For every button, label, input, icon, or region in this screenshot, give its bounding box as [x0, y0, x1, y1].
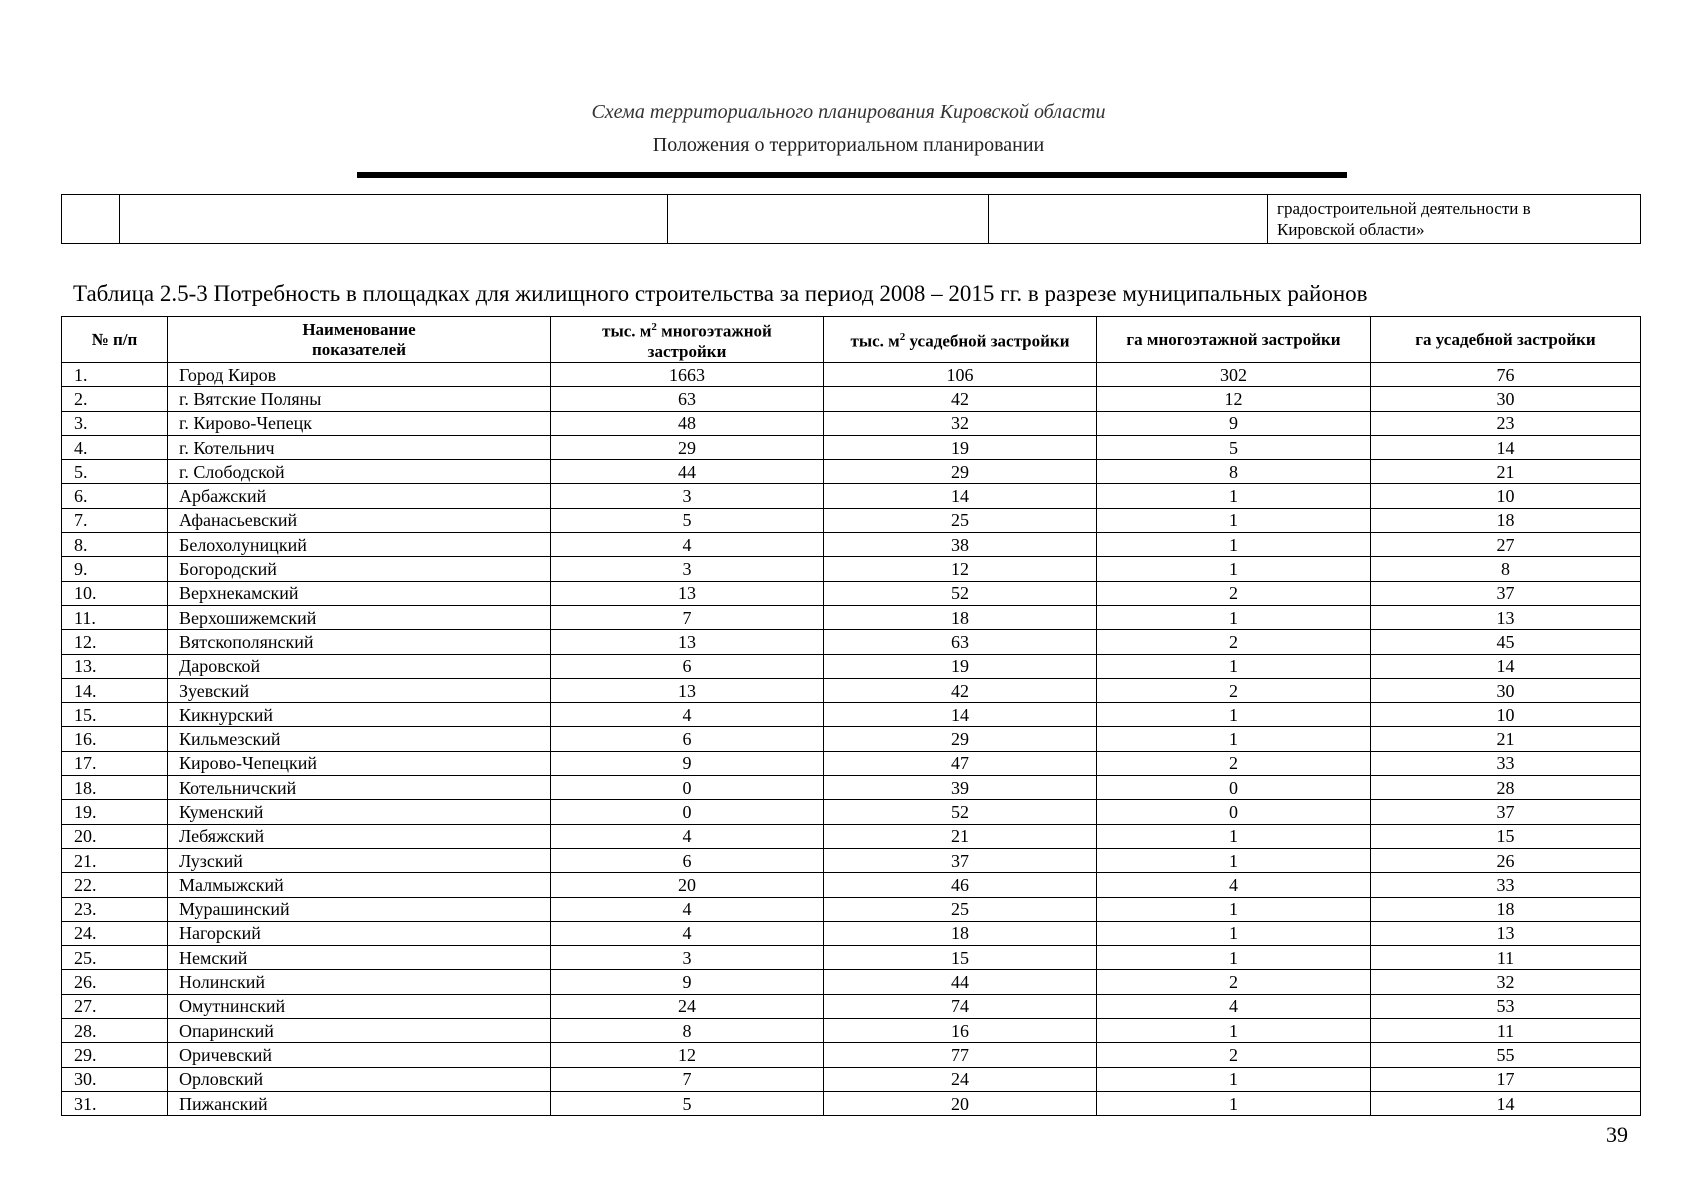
multi-storey-ha-cell: 1 — [1097, 484, 1371, 508]
row-number-cell: 18. — [62, 776, 168, 800]
homestead-ha-cell: 10 — [1371, 703, 1641, 727]
district-name-cell: Оричевский — [168, 1043, 551, 1067]
housing-demand-table — [61, 316, 1641, 1116]
col-header-text: усадебной застройки — [905, 331, 1070, 351]
district-name-cell: Лузский — [168, 848, 551, 872]
multi-storey-ha-cell: 2 — [1097, 970, 1371, 994]
table-row — [62, 921, 1641, 945]
table-body — [62, 363, 1641, 1116]
homestead-thousand-m2-cell: 29 — [824, 727, 1097, 751]
multi-storey-thousand-m2-cell: 13 — [551, 678, 824, 702]
district-name-cell: Богородский — [168, 557, 551, 581]
row-number-cell: 29. — [62, 1043, 168, 1067]
homestead-ha-cell: 18 — [1371, 508, 1641, 532]
multi-storey-ha-cell: 1 — [1097, 508, 1371, 532]
col-header-homestead-m2 — [824, 317, 1097, 363]
row-number-cell: 20. — [62, 824, 168, 848]
multi-storey-thousand-m2-cell: 12 — [551, 1043, 824, 1067]
continuation-table — [61, 194, 1641, 244]
multi-storey-thousand-m2-cell: 63 — [551, 387, 824, 411]
multi-storey-ha-cell: 1 — [1097, 727, 1371, 751]
multi-storey-ha-cell: 4 — [1097, 994, 1371, 1018]
homestead-ha-cell: 28 — [1371, 776, 1641, 800]
row-number-cell: 21. — [62, 848, 168, 872]
homestead-thousand-m2-cell: 29 — [824, 460, 1097, 484]
table-header-row — [62, 317, 1641, 363]
col-header-homestead-ha — [1371, 317, 1641, 363]
homestead-ha-cell: 13 — [1371, 921, 1641, 945]
row-number-cell: 9. — [62, 557, 168, 581]
document-header-subtitle: Положения о территориальном планировании — [652, 134, 1045, 156]
homestead-thousand-m2-cell: 74 — [824, 994, 1097, 1018]
table-row — [62, 363, 1641, 387]
table-row — [62, 581, 1641, 605]
page-number: 39 — [1606, 1122, 1628, 1147]
multi-storey-thousand-m2-cell: 44 — [551, 460, 824, 484]
table-row — [62, 703, 1641, 727]
multi-storey-ha-cell: 8 — [1097, 460, 1371, 484]
table-row — [62, 1019, 1641, 1043]
homestead-thousand-m2-cell: 52 — [824, 800, 1097, 824]
homestead-ha-cell: 37 — [1371, 581, 1641, 605]
row-number-cell: 25. — [62, 946, 168, 970]
multi-storey-ha-cell: 1 — [1097, 533, 1371, 557]
multi-storey-thousand-m2-cell: 4 — [551, 921, 824, 945]
row-number-cell: 24. — [62, 921, 168, 945]
homestead-ha-cell: 11 — [1371, 1019, 1641, 1043]
district-name-cell: Малмыжский — [168, 873, 551, 897]
homestead-thousand-m2-cell: 42 — [824, 387, 1097, 411]
row-number-cell: 15. — [62, 703, 168, 727]
multi-storey-thousand-m2-cell: 4 — [551, 824, 824, 848]
row-number-cell: 10. — [62, 581, 168, 605]
row-number-cell: 5. — [62, 460, 168, 484]
homestead-ha-cell: 18 — [1371, 897, 1641, 921]
multi-storey-thousand-m2-cell: 6 — [551, 654, 824, 678]
table-row — [62, 605, 1641, 629]
multi-storey-ha-cell: 1 — [1097, 1091, 1371, 1115]
row-number-cell: 19. — [62, 800, 168, 824]
multi-storey-thousand-m2-cell: 5 — [551, 1091, 824, 1115]
district-name-cell: Омутнинский — [168, 994, 551, 1018]
district-name-cell: Нагорский — [168, 921, 551, 945]
homestead-thousand-m2-cell: 25 — [824, 897, 1097, 921]
multi-storey-thousand-m2-cell: 13 — [551, 581, 824, 605]
table-row — [62, 533, 1641, 557]
homestead-thousand-m2-cell: 32 — [824, 411, 1097, 435]
multi-storey-ha-cell: 1 — [1097, 703, 1371, 727]
district-name-cell: Нолинский — [168, 970, 551, 994]
table-row — [62, 994, 1641, 1018]
row-number-cell: 22. — [62, 873, 168, 897]
col-header-text: тыс. м — [602, 321, 652, 341]
homestead-ha-cell: 45 — [1371, 630, 1641, 654]
multi-storey-ha-cell: 1 — [1097, 1019, 1371, 1043]
table-row — [62, 800, 1641, 824]
table-row — [62, 630, 1641, 654]
homestead-thousand-m2-cell: 12 — [824, 557, 1097, 581]
table-caption: Таблица 2.5-3 Потребность в площадках для жилищного строительства за период 2008 – 2015 гг. в разрезе муниципальных районов — [73, 281, 1368, 306]
row-number-cell: 16. — [62, 727, 168, 751]
table-row — [62, 508, 1641, 532]
header-divider — [357, 172, 1347, 178]
homestead-thousand-m2-cell: 19 — [824, 654, 1097, 678]
table-row — [62, 848, 1641, 872]
homestead-thousand-m2-cell: 37 — [824, 848, 1097, 872]
homestead-thousand-m2-cell: 44 — [824, 970, 1097, 994]
row-number-cell: 1. — [62, 363, 168, 387]
row-number-cell: 12. — [62, 630, 168, 654]
table-row — [62, 435, 1641, 459]
continuation-text-line: градостроительной деятельности в — [1277, 199, 1531, 218]
multi-storey-thousand-m2-cell: 3 — [551, 484, 824, 508]
multi-storey-ha-cell: 0 — [1097, 776, 1371, 800]
multi-storey-thousand-m2-cell: 7 — [551, 605, 824, 629]
continuation-cell — [989, 195, 1268, 244]
multi-storey-thousand-m2-cell: 0 — [551, 776, 824, 800]
row-number-cell: 31. — [62, 1091, 168, 1115]
homestead-ha-cell: 30 — [1371, 387, 1641, 411]
col-header-text: застройки — [647, 341, 727, 361]
multi-storey-thousand-m2-cell: 5 — [551, 508, 824, 532]
homestead-thousand-m2-cell: 38 — [824, 533, 1097, 557]
multi-storey-ha-cell: 2 — [1097, 1043, 1371, 1067]
district-name-cell: Немский — [168, 946, 551, 970]
table-row — [62, 970, 1641, 994]
multi-storey-thousand-m2-cell: 9 — [551, 751, 824, 775]
district-name-cell: Лебяжский — [168, 824, 551, 848]
homestead-thousand-m2-cell: 14 — [824, 484, 1097, 508]
row-number-cell: 17. — [62, 751, 168, 775]
row-number-cell: 14. — [62, 678, 168, 702]
homestead-ha-cell: 14 — [1371, 435, 1641, 459]
multi-storey-thousand-m2-cell: 6 — [551, 848, 824, 872]
col-header-sup: 2 — [899, 331, 906, 344]
homestead-ha-cell: 8 — [1371, 557, 1641, 581]
district-name-cell: г. Котельнич — [168, 435, 551, 459]
multi-storey-thousand-m2-cell: 6 — [551, 727, 824, 751]
multi-storey-thousand-m2-cell: 3 — [551, 946, 824, 970]
district-name-cell: г. Слободской — [168, 460, 551, 484]
continuation-cell — [62, 195, 120, 244]
homestead-ha-cell: 26 — [1371, 848, 1641, 872]
col-header-name-line: показателей — [312, 339, 406, 359]
multi-storey-thousand-m2-cell: 29 — [551, 435, 824, 459]
col-header-multi-ha — [1097, 317, 1371, 363]
homestead-ha-cell: 11 — [1371, 946, 1641, 970]
multi-storey-ha-cell: 2 — [1097, 678, 1371, 702]
row-number-cell: 6. — [62, 484, 168, 508]
homestead-thousand-m2-cell: 15 — [824, 946, 1097, 970]
table-row — [62, 484, 1641, 508]
continuation-row — [62, 195, 1641, 244]
table-row — [62, 678, 1641, 702]
district-name-cell: г. Кирово-Чепецк — [168, 411, 551, 435]
row-number-cell: 11. — [62, 605, 168, 629]
homestead-ha-cell: 13 — [1371, 605, 1641, 629]
table-row — [62, 411, 1641, 435]
multi-storey-ha-cell: 1 — [1097, 946, 1371, 970]
row-number-cell: 3. — [62, 411, 168, 435]
multi-storey-thousand-m2-cell: 0 — [551, 800, 824, 824]
district-name-cell: Зуевский — [168, 678, 551, 702]
continuation-cell — [668, 195, 989, 244]
col-header-num — [62, 317, 168, 363]
district-name-cell: Город Киров — [168, 363, 551, 387]
district-name-cell: Даровской — [168, 654, 551, 678]
district-name-cell: Кильмезский — [168, 727, 551, 751]
row-number-cell: 23. — [62, 897, 168, 921]
multi-storey-ha-cell: 2 — [1097, 751, 1371, 775]
district-name-cell: Орловский — [168, 1067, 551, 1091]
continuation-cell — [120, 195, 668, 244]
multi-storey-thousand-m2-cell: 8 — [551, 1019, 824, 1043]
multi-storey-thousand-m2-cell: 20 — [551, 873, 824, 897]
row-number-cell: 30. — [62, 1067, 168, 1091]
multi-storey-ha-cell: 1 — [1097, 605, 1371, 629]
homestead-thousand-m2-cell: 39 — [824, 776, 1097, 800]
multi-storey-thousand-m2-cell: 3 — [551, 557, 824, 581]
multi-storey-thousand-m2-cell: 4 — [551, 897, 824, 921]
homestead-thousand-m2-cell: 47 — [824, 751, 1097, 775]
homestead-thousand-m2-cell: 24 — [824, 1067, 1097, 1091]
row-number-cell: 2. — [62, 387, 168, 411]
homestead-thousand-m2-cell: 52 — [824, 581, 1097, 605]
table-row — [62, 654, 1641, 678]
homestead-ha-cell: 15 — [1371, 824, 1641, 848]
multi-storey-thousand-m2-cell: 7 — [551, 1067, 824, 1091]
row-number-cell: 4. — [62, 435, 168, 459]
table-row — [62, 1067, 1641, 1091]
table-row — [62, 946, 1641, 970]
multi-storey-thousand-m2-cell: 9 — [551, 970, 824, 994]
homestead-ha-cell: 23 — [1371, 411, 1641, 435]
homestead-ha-cell: 55 — [1371, 1043, 1641, 1067]
multi-storey-ha-cell: 4 — [1097, 873, 1371, 897]
multi-storey-ha-cell: 9 — [1097, 411, 1371, 435]
homestead-ha-cell: 14 — [1371, 654, 1641, 678]
row-number-cell: 28. — [62, 1019, 168, 1043]
multi-storey-thousand-m2-cell: 48 — [551, 411, 824, 435]
district-name-cell: Куменский — [168, 800, 551, 824]
col-header-multi-m2 — [551, 317, 824, 363]
multi-storey-thousand-m2-cell: 24 — [551, 994, 824, 1018]
homestead-ha-cell: 21 — [1371, 460, 1641, 484]
homestead-thousand-m2-cell: 21 — [824, 824, 1097, 848]
multi-storey-ha-cell: 302 — [1097, 363, 1371, 387]
district-name-cell: Мурашинский — [168, 897, 551, 921]
col-header-name-line: Наименование — [302, 319, 416, 339]
col-header-num-text: № п/п — [91, 329, 138, 349]
multi-storey-ha-cell: 1 — [1097, 921, 1371, 945]
homestead-ha-cell: 33 — [1371, 873, 1641, 897]
homestead-ha-cell: 14 — [1371, 1091, 1641, 1115]
homestead-ha-cell: 17 — [1371, 1067, 1641, 1091]
table-row — [62, 897, 1641, 921]
district-name-cell: Вятскополянский — [168, 630, 551, 654]
table-row — [62, 387, 1641, 411]
homestead-ha-cell: 37 — [1371, 800, 1641, 824]
continuation-text-line: Кировской области» — [1277, 220, 1425, 239]
row-number-cell: 27. — [62, 994, 168, 1018]
col-header-text: тыс. м — [850, 331, 900, 351]
col-header-name — [168, 317, 551, 363]
district-name-cell: Верхошижемский — [168, 605, 551, 629]
table-row — [62, 460, 1641, 484]
homestead-thousand-m2-cell: 16 — [824, 1019, 1097, 1043]
multi-storey-ha-cell: 1 — [1097, 1067, 1371, 1091]
district-name-cell: Кирово-Чепецкий — [168, 751, 551, 775]
multi-storey-ha-cell: 1 — [1097, 557, 1371, 581]
multi-storey-thousand-m2-cell: 13 — [551, 630, 824, 654]
table-row — [62, 776, 1641, 800]
multi-storey-ha-cell: 12 — [1097, 387, 1371, 411]
homestead-ha-cell: 32 — [1371, 970, 1641, 994]
row-number-cell: 7. — [62, 508, 168, 532]
district-name-cell: Белохолуницкий — [168, 533, 551, 557]
homestead-thousand-m2-cell: 14 — [824, 703, 1097, 727]
multi-storey-thousand-m2-cell: 4 — [551, 703, 824, 727]
multi-storey-ha-cell: 1 — [1097, 654, 1371, 678]
row-number-cell: 13. — [62, 654, 168, 678]
multi-storey-ha-cell: 2 — [1097, 630, 1371, 654]
district-name-cell: Верхнекамский — [168, 581, 551, 605]
district-name-cell: Арбажский — [168, 484, 551, 508]
homestead-thousand-m2-cell: 18 — [824, 605, 1097, 629]
homestead-thousand-m2-cell: 19 — [824, 435, 1097, 459]
continuation-text-cell — [1268, 195, 1641, 244]
col-header-text: га многоэтажной застройки — [1126, 329, 1341, 349]
document-header-title: Схема территориального планирования Кировской области — [591, 101, 1106, 123]
homestead-ha-cell: 21 — [1371, 727, 1641, 751]
table-row — [62, 1043, 1641, 1067]
col-header-text: га усадебной застройки — [1415, 329, 1596, 349]
table-row — [62, 751, 1641, 775]
multi-storey-ha-cell: 2 — [1097, 581, 1371, 605]
multi-storey-thousand-m2-cell: 1663 — [551, 363, 824, 387]
district-name-cell: Опаринский — [168, 1019, 551, 1043]
row-number-cell: 8. — [62, 533, 168, 557]
homestead-ha-cell: 53 — [1371, 994, 1641, 1018]
multi-storey-thousand-m2-cell: 4 — [551, 533, 824, 557]
multi-storey-ha-cell: 1 — [1097, 848, 1371, 872]
district-name-cell: Котельничский — [168, 776, 551, 800]
homestead-ha-cell: 27 — [1371, 533, 1641, 557]
district-name-cell: г. Вятские Поляны — [168, 387, 551, 411]
district-name-cell: Афанасьевский — [168, 508, 551, 532]
district-name-cell: Пижанский — [168, 1091, 551, 1115]
multi-storey-ha-cell: 1 — [1097, 824, 1371, 848]
table-row — [62, 824, 1641, 848]
multi-storey-ha-cell: 0 — [1097, 800, 1371, 824]
homestead-ha-cell: 10 — [1371, 484, 1641, 508]
homestead-thousand-m2-cell: 20 — [824, 1091, 1097, 1115]
homestead-ha-cell: 76 — [1371, 363, 1641, 387]
homestead-thousand-m2-cell: 42 — [824, 678, 1097, 702]
table-row — [62, 557, 1641, 581]
homestead-ha-cell: 33 — [1371, 751, 1641, 775]
district-name-cell: Кикнурский — [168, 703, 551, 727]
table-row — [62, 873, 1641, 897]
homestead-thousand-m2-cell: 77 — [824, 1043, 1097, 1067]
table-row — [62, 727, 1641, 751]
homestead-thousand-m2-cell: 25 — [824, 508, 1097, 532]
row-number-cell: 26. — [62, 970, 168, 994]
multi-storey-ha-cell: 5 — [1097, 435, 1371, 459]
homestead-thousand-m2-cell: 46 — [824, 873, 1097, 897]
col-header-sup: 2 — [651, 321, 657, 334]
table-row — [62, 1091, 1641, 1115]
multi-storey-ha-cell: 1 — [1097, 897, 1371, 921]
homestead-thousand-m2-cell: 106 — [824, 363, 1097, 387]
homestead-thousand-m2-cell: 18 — [824, 921, 1097, 945]
homestead-thousand-m2-cell: 63 — [824, 630, 1097, 654]
col-header-text: многоэтажной — [656, 321, 772, 341]
homestead-ha-cell: 30 — [1371, 678, 1641, 702]
